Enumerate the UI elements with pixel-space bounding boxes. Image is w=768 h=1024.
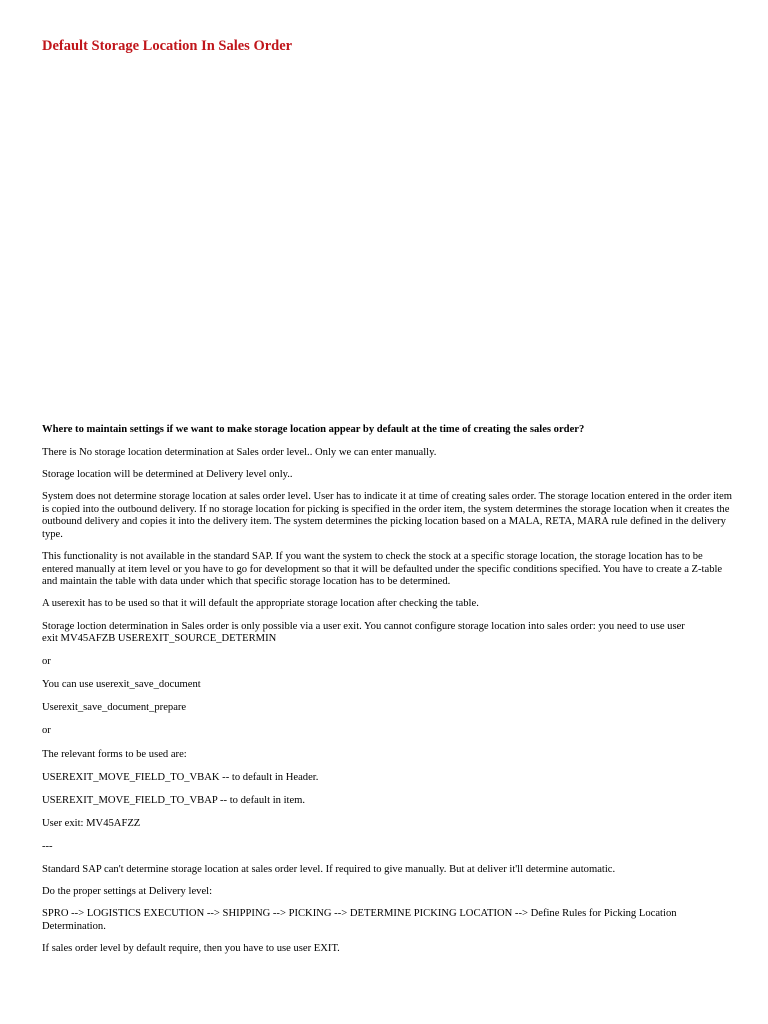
document-body: [42, 424, 732, 965]
paragraph: User exit: MV45AFZZ: [42, 817, 141, 829]
paragraph: A userexit has to be used so that it will default the appropriate storage location after checking the table.: [42, 598, 479, 610]
paragraph: or: [42, 656, 51, 668]
paragraph: The relevant forms to be used are:: [42, 748, 187, 760]
paragraph: System does not determine storage location at sales order level. User has to indicate it at time of creating sales order. The storage location entered in the order item is copied into the outbound delivery. If no storage location for picking is specified in the order item, the system determines the storage location when it creates the outbound delivery and copies it into the delivery item. The system determines the picking location based on a MALA, RETA, MARA rule defined in the delivery type.: [42, 490, 732, 540]
paragraph: Standard SAP can't determine storage location at sales order level. If required to give manually. But at deliver it'll determine automatic.: [42, 864, 616, 876]
paragraph: Storage location will be determined at Delivery level only..: [42, 468, 293, 480]
paragraph: Userexit_save_document_prepare: [42, 702, 187, 714]
paragraph: SPRO --> LOGISTICS EXECUTION --> SHIPPING --> PICKING --> DETERMINE PICKING LOCATION --> Define Rules for Picking Location Determination.: [42, 908, 677, 932]
paragraph-user-exit: [42, 621, 732, 646]
paragraph: There is No storage location determination at Sales order level.. Only we can enter manually.: [42, 446, 437, 458]
paragraph: You can use userexit_save_document: [42, 679, 201, 691]
paragraph-line: exit MV45AFZB USEREXIT_SOURCE_DETERMIN: [42, 633, 277, 645]
paragraph: This functionality is not available in the standard SAP. If you want the system to check the stock at a specific storage location, the storage location has to be entered manually at item level or you have to go for development so that it will be defaulted under the specific conditions specified. You have to create a Z-table and maintain the table with data under which that specific storage location has to be determined.: [42, 550, 723, 588]
separator-text: ---: [42, 840, 53, 852]
paragraph-line: Storage loction determination in Sales order is only possible via a user exit. You cannot configure storage location into sales order: you need to use user: [42, 620, 685, 632]
paragraph: Do the proper settings at Delivery level:: [42, 886, 213, 898]
page-title: Default Storage Location In Sales Order: [42, 38, 293, 54]
question-heading: Where to maintain settings if we want to make storage location appear by default at the time of creating the sales order?: [42, 424, 585, 435]
paragraph: or: [42, 725, 51, 737]
paragraph: USEREXIT_MOVE_FIELD_TO_VBAP -- to default in item.: [42, 794, 306, 806]
paragraph: If sales order level by default require, then you have to use user EXIT.: [42, 943, 340, 955]
paragraph: USEREXIT_MOVE_FIELD_TO_VBAK -- to default in Header.: [42, 771, 319, 783]
